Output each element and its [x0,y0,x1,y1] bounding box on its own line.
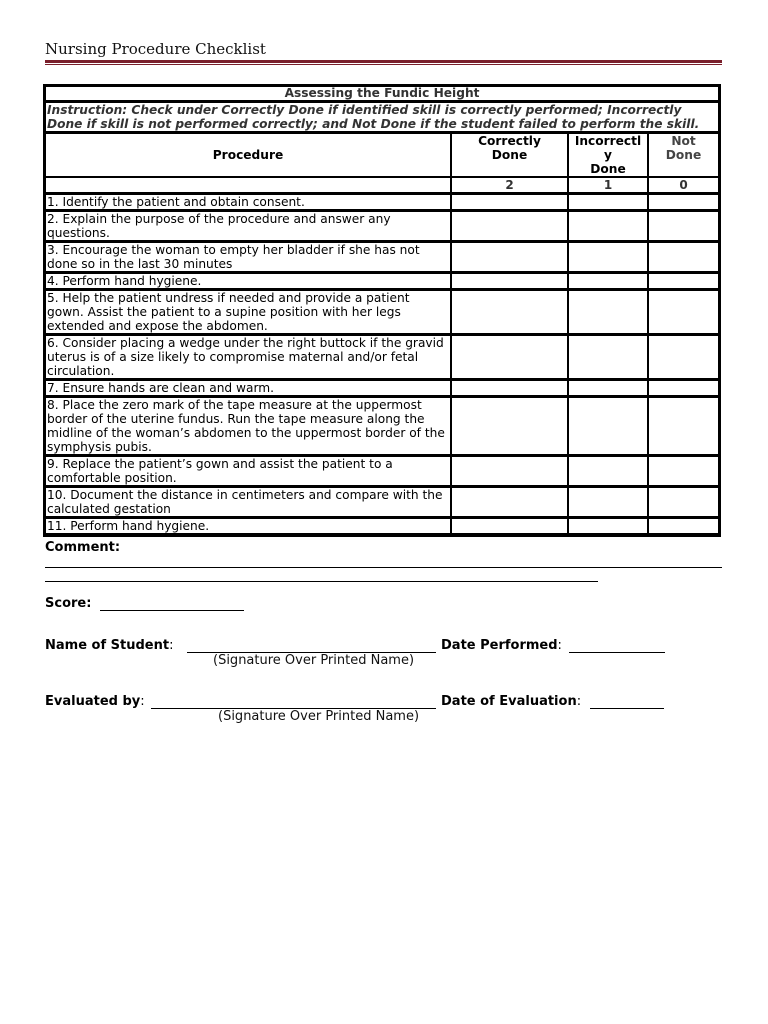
procedure-checklist-table [43,84,721,537]
procedure-step-11: 11. Perform hand hygiene. [45,518,451,535]
date-performed-label: Date Performed: [441,638,562,653]
check-cell-incorrect[interactable] [568,194,648,211]
comment-label: Comment: [45,540,121,555]
checklist-instruction: Instruction: Check under Correctly Done if identified skill is correctly performed; Incorrectly Done if skill is not performed correctly; and Not Done if the student failed to perform the skill. [45,102,719,133]
check-cell-not-done[interactable] [648,211,719,242]
date-evaluation-line[interactable] [590,708,664,709]
check-cell-incorrect[interactable] [568,380,648,397]
check-cell-not-done[interactable] [648,290,719,335]
procedure-step-3: 3. Encourage the woman to empty her bladder if she has not done so in the last 30 minutes [45,242,451,273]
comment-write-line[interactable] [45,567,722,568]
header-rule-thin [45,64,722,65]
procedure-step-1: 1. Identify the patient and obtain consent. [45,194,451,211]
check-cell-correct[interactable] [451,335,568,380]
procedure-step-9: 9. Replace the patient’s gown and assist the patient to a comfortable position. [45,456,451,487]
page-header-title: Nursing Procedure Checklist [45,40,266,58]
check-cell-incorrect[interactable] [568,273,648,290]
check-cell-incorrect[interactable] [568,290,648,335]
check-cell-correct[interactable] [451,242,568,273]
check-cell-incorrect[interactable] [568,487,648,518]
procedure-step-8: 8. Place the zero mark of the tape measure at the uppermost border of the uterine fundus. Run the tape measure along the midline of the woman’s abdomen to the uppermost border of the symphysis pubis. [45,397,451,456]
procedure-step-6: 6. Consider placing a wedge under the right buttock if the gravid uterus is of a size likely to compromise maternal and/or fetal circulation. [45,335,451,380]
procedure-step-2: 2. Explain the purpose of the procedure and answer any questions. [45,211,451,242]
column-header-correctly-done: Correctly Done [451,133,568,177]
checklist-title: Assessing the Fundic Height [45,86,719,102]
procedure-step-7: 7. Ensure hands are clean and warm. [45,380,451,397]
check-cell-incorrect[interactable] [568,397,648,456]
check-cell-incorrect[interactable] [568,518,648,535]
check-cell-correct[interactable] [451,380,568,397]
score-label: Score: [45,596,92,611]
evaluated-by-label: Evaluated by: [45,694,145,709]
check-cell-incorrect[interactable] [568,242,648,273]
check-cell-correct[interactable] [451,456,568,487]
check-cell-not-done[interactable] [648,397,719,456]
column-header-not-done: Not Done [648,133,719,177]
score-value-correct: 2 [451,177,568,194]
check-cell-not-done[interactable] [648,273,719,290]
date-evaluation-label: Date of Evaluation: [441,694,582,709]
check-cell-incorrect[interactable] [568,211,648,242]
check-cell-not-done[interactable] [648,380,719,397]
check-cell-correct[interactable] [451,518,568,535]
check-cell-not-done[interactable] [648,335,719,380]
comment-write-line[interactable] [45,581,598,582]
column-header-incorrectly-done: Incorrectl y Done [568,133,648,177]
check-cell-correct[interactable] [451,211,568,242]
evaluator-signature-note: (Signature Over Printed Name) [218,709,420,724]
check-cell-correct[interactable] [451,487,568,518]
check-cell-correct[interactable] [451,290,568,335]
check-cell-not-done[interactable] [648,456,719,487]
check-cell-correct[interactable] [451,273,568,290]
student-signature-note: (Signature Over Printed Name) [213,653,415,668]
date-performed-line[interactable] [569,652,665,653]
check-cell-correct[interactable] [451,397,568,456]
check-cell-not-done[interactable] [648,518,719,535]
score-value-incorrect: 1 [568,177,648,194]
procedure-step-10: 10. Document the distance in centimeters and compare with the calculated gestation [45,487,451,518]
procedure-step-4: 4. Perform hand hygiene. [45,273,451,290]
procedure-step-5: 5. Help the patient undress if needed and provide a patient gown. Assist the patient to a supine position with her legs extended and expose the abdomen. [45,290,451,335]
student-name-label: Name of Student: [45,638,174,653]
check-cell-not-done[interactable] [648,194,719,211]
check-cell-incorrect[interactable] [568,335,648,380]
column-header-procedure: Procedure [45,133,451,177]
score-cell-blank [45,177,451,194]
check-cell-not-done[interactable] [648,487,719,518]
header-rule-thick [45,60,722,63]
check-cell-incorrect[interactable] [568,456,648,487]
check-cell-correct[interactable] [451,194,568,211]
score-write-line[interactable] [100,610,244,611]
check-cell-not-done[interactable] [648,242,719,273]
score-value-not-done: 0 [648,177,719,194]
